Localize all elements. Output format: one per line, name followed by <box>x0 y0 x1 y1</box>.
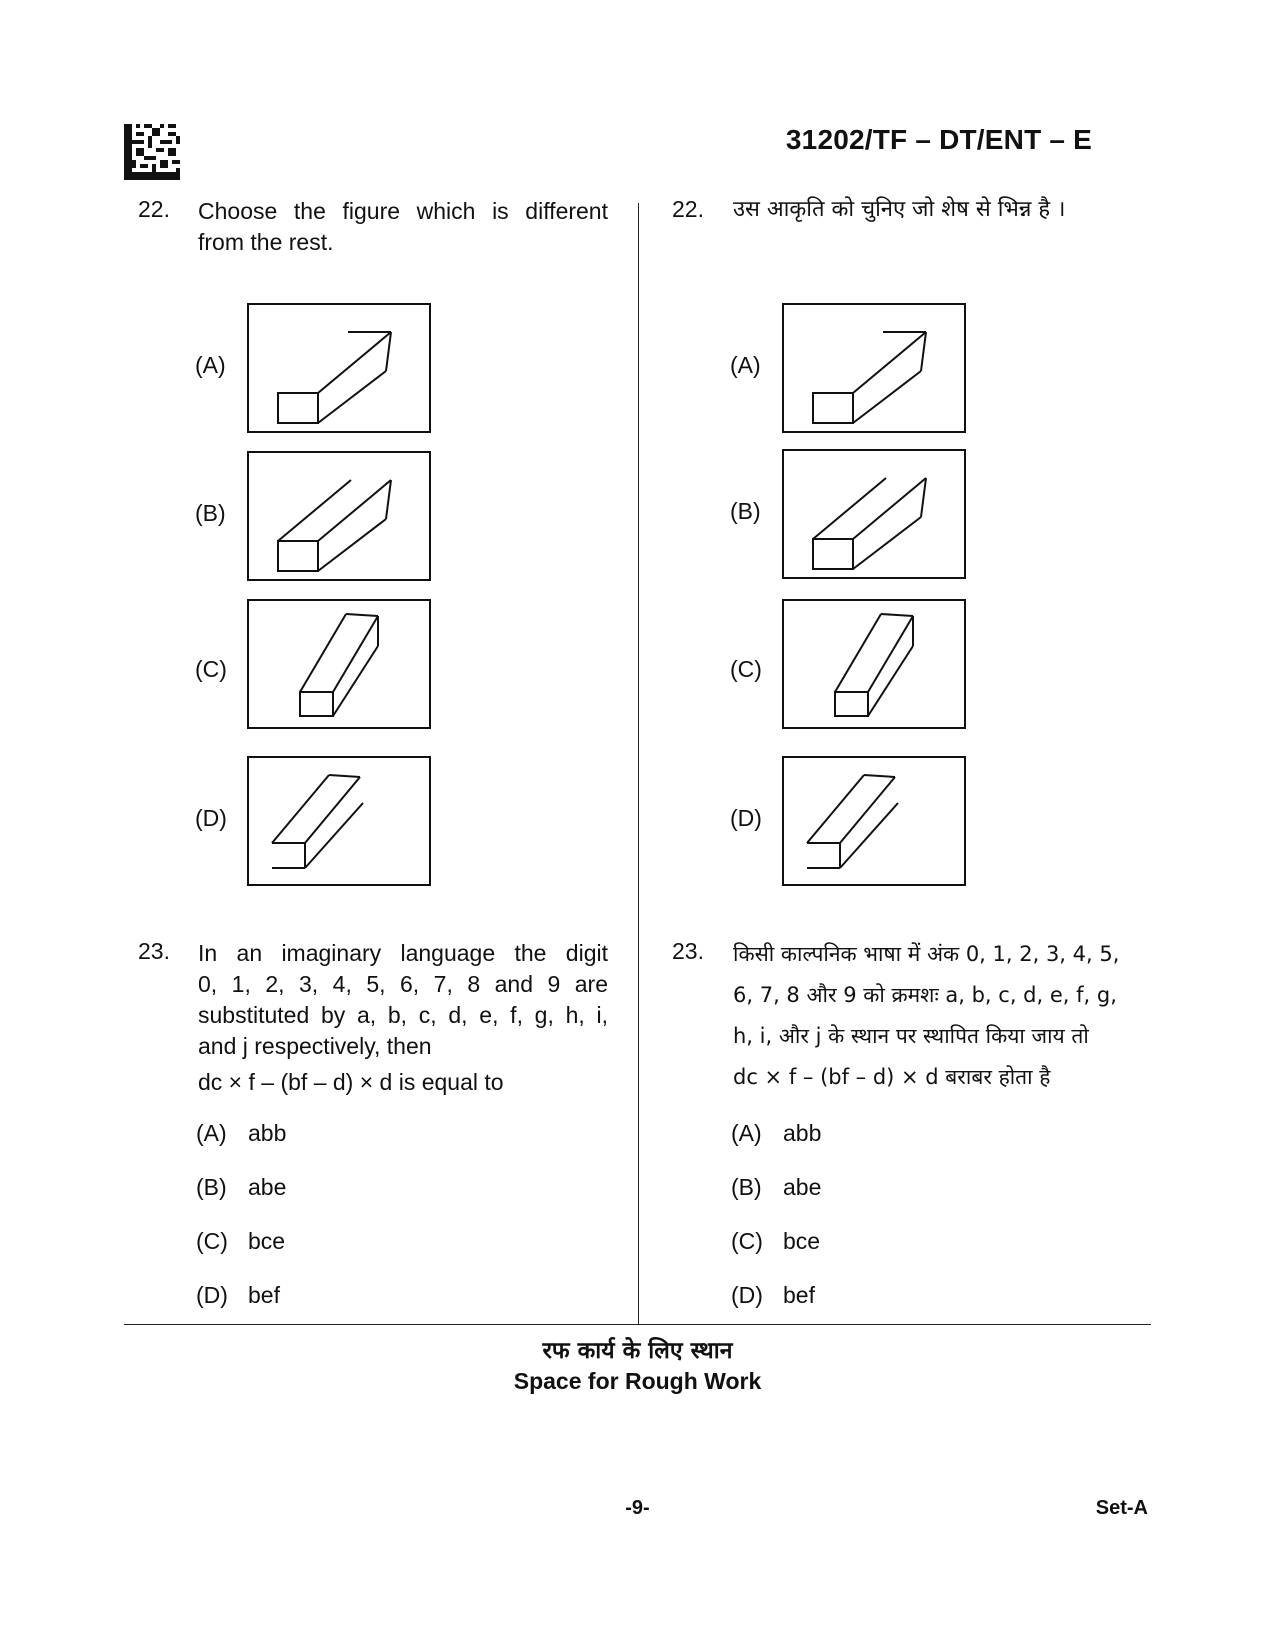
rough-work-heading: Space for Rough Work <box>513 1368 762 1394</box>
option-value: abe <box>248 1174 287 1200</box>
option-label: (D) <box>196 1282 228 1308</box>
q23-option-c-hindi[interactable] <box>731 1228 820 1255</box>
column-divider <box>638 203 639 1324</box>
qr-code <box>124 124 180 180</box>
q22-figure-label-a-hindi: (A) <box>730 352 761 378</box>
q23-option-a[interactable] <box>196 1120 286 1147</box>
q22-figure-label-c: (C) <box>195 656 227 682</box>
q22-question-text-hindi: उस आकृति को चुनिए जो शेष से भिन्न है । <box>733 197 1066 222</box>
q22-figure-d <box>247 756 431 886</box>
q23-expression: dc × f – (bf – d) × d is equal to <box>198 1069 504 1095</box>
option-value: abb <box>248 1120 287 1146</box>
option-label: (D) <box>731 1282 763 1308</box>
q22-number: 22. <box>138 196 170 222</box>
q22-figure-label-c-hindi: (C) <box>730 656 762 682</box>
q22-figure-a <box>247 303 431 433</box>
q23-option-d[interactable] <box>196 1282 280 1309</box>
q23-option-a-hindi[interactable] <box>731 1120 821 1147</box>
q22-figure-c-hindi <box>782 599 966 729</box>
q23-question-text <box>198 938 608 1098</box>
q22-figure-d-hindi <box>782 756 966 886</box>
q22-number-hindi: 22. <box>672 196 704 222</box>
q23-line-1: In an imaginary language the digit <box>198 940 608 966</box>
paper-code: 31202/TF – DT/ENT – E <box>785 124 1092 155</box>
option-label: (A) <box>196 1120 227 1146</box>
q23-line-1-hindi: किसी काल्पनिक भाषा में अंक 0, 1, 2, 3, 4, 5, <box>733 942 1120 966</box>
q23-option-b[interactable] <box>196 1174 286 1201</box>
option-value: bce <box>248 1228 286 1254</box>
q22-figure-b <box>247 451 431 581</box>
q23-line-2: 0, 1, 2, 3, 4, 5, 6, 7, 8 and 9 are <box>198 971 608 997</box>
q22-figure-a-hindi <box>782 303 966 433</box>
option-value: bce <box>783 1228 821 1254</box>
option-label: (B) <box>196 1174 227 1200</box>
q23-line-4: and j respectively, then <box>198 1033 432 1059</box>
set-label: Set-A <box>1095 1497 1148 1519</box>
q23-option-c[interactable] <box>196 1228 285 1255</box>
option-value: bef <box>248 1282 280 1308</box>
q23-option-d-hindi[interactable] <box>731 1282 815 1309</box>
option-label: (B) <box>731 1174 762 1200</box>
page-number: -9- <box>625 1497 650 1519</box>
q22-figure-label-d: (D) <box>195 805 227 831</box>
q22-figure-c <box>247 599 431 729</box>
q23-line-4-hindi: dc × f – (bf – d) × d बराबर होता है <box>733 1065 1051 1089</box>
option-value: abb <box>783 1120 822 1146</box>
q22-question-text: Choose the figure which is different from the rest. <box>198 198 608 255</box>
option-label: (A) <box>731 1120 762 1146</box>
q22-figure-b-hindi <box>782 449 966 579</box>
option-label: (C) <box>196 1228 228 1254</box>
q23-line-2-hindi: 6, 7, 8 और 9 को क्रमशः a, b, c, d, e, f, g, <box>733 983 1117 1007</box>
q23-line-3-hindi: h, i, और j के स्थान पर स्थापित किया जाय तो <box>733 1024 1089 1048</box>
option-value: bef <box>783 1282 815 1308</box>
q22-figure-label-b-hindi: (B) <box>730 498 761 524</box>
q22-figure-label-a: (A) <box>195 352 226 378</box>
q23-question-text-hindi <box>733 934 1153 1098</box>
rough-work-heading-hindi: रफ कार्य के लिए स्थान <box>542 1338 733 1364</box>
q22-figure-label-b: (B) <box>195 500 226 526</box>
option-value: abe <box>783 1174 822 1200</box>
q23-number-hindi: 23. <box>672 938 704 964</box>
rough-work-divider <box>124 1324 1151 1325</box>
q23-line-3: substituted by a, b, c, d, e, f, g, h, i, <box>198 1002 608 1028</box>
option-label: (C) <box>731 1228 763 1254</box>
q23-number: 23. <box>138 938 170 964</box>
q22-figure-label-d-hindi: (D) <box>730 805 762 831</box>
q23-option-b-hindi[interactable] <box>731 1174 821 1201</box>
